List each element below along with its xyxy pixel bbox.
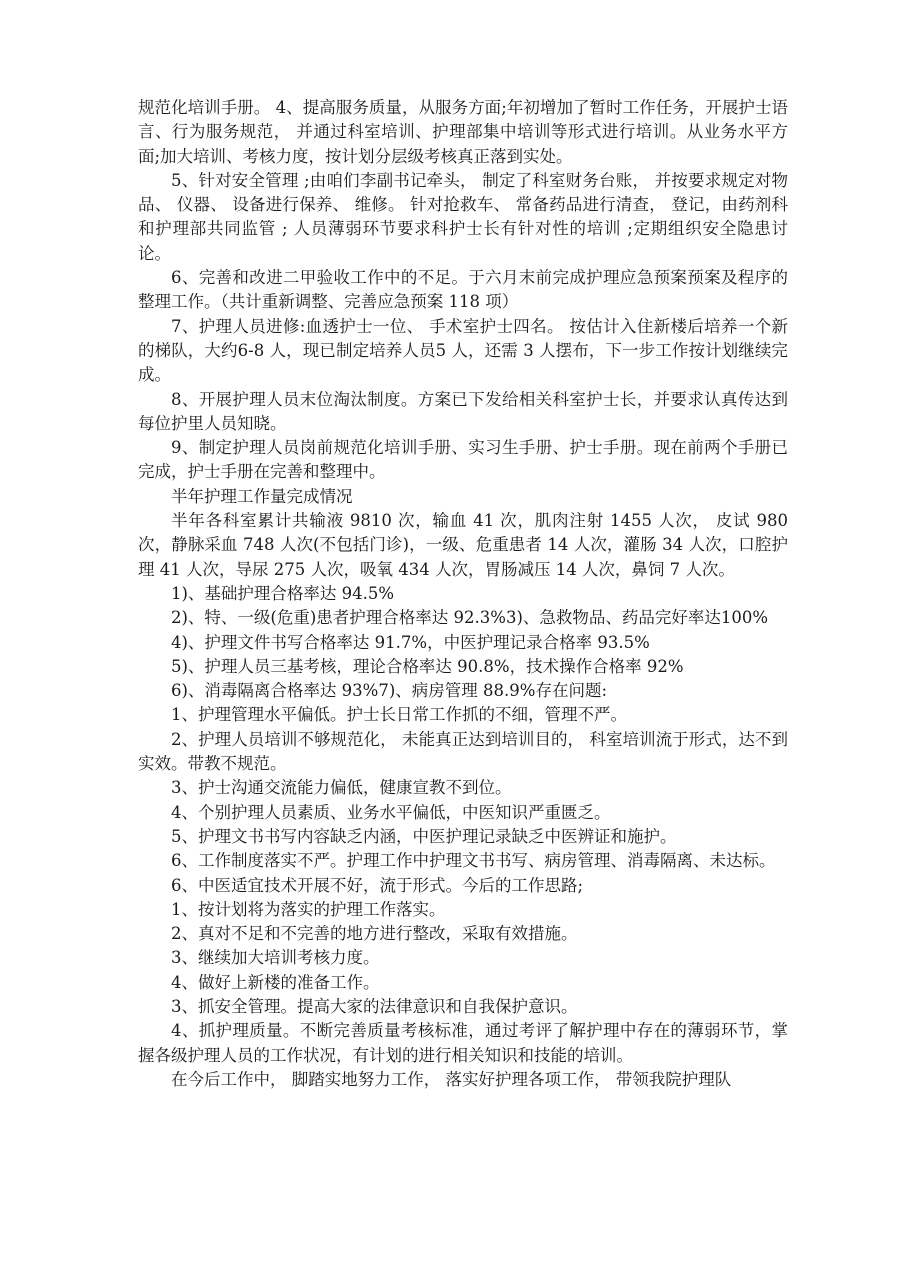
paragraph-continuation: 规范化培训手册。 4、提高服务质量，从服务方面;年初增加了暂时工作任务，开展护士语言、行为服务规范， 并通过科室培训、护理部集中培训等形式进行培训。从业务水平方面;加大培训、考核力度，按计划分层级考核真正落到实处。 xyxy=(138,98,788,166)
paragraph-emergency-plan: 6、完善和改进二甲验收工作中的不足。于六月末前完成护理应急预案预案及程序的整理工作。（共计重新调整、完善应急预案 118 项） xyxy=(138,268,788,312)
list-item-critical-patients: 2)、特、一级(危重)患者护理合格率达 92.3%3)、急救物品、药品完好率达100% xyxy=(171,608,769,628)
plan-item-safety: 3、抓安全管理。提高大家的法律意识和自我保护意识。 xyxy=(171,996,578,1016)
problem-item-6b: 6、中医适宜技术开展不好，流于形式。今后的工作思路; xyxy=(171,875,584,895)
problem-item-5: 5、护理文书书写内容缺乏内涵，中医护理记录缺乏中医辨证和施护。 xyxy=(171,826,677,846)
document-body xyxy=(138,96,788,1092)
plan-item-2: 2、真对不足和不完善的地方进行整改，采取有效措施。 xyxy=(171,924,578,944)
plan-item-3: 3、继续加大培训考核力度。 xyxy=(171,948,380,968)
list-item-basic-nursing: 1)、基础护理合格率达 94.5% xyxy=(171,583,395,603)
paragraph-workload-stats: 半年各科室累计共输液 9810 次，输血 41 次，肌肉注射 1455 人次， 皮试 980 次，静脉采血 748 人次(不包括门诊)，一级、危重患者 14 人次，灌肠 34 人次，口腔护理 41 人次，导尿 275 人次，吸氧 434 人次，胃肠减压 14 人次，鼻饲 7 人次。 xyxy=(138,511,788,579)
list-item-three-basics: 5)、护理人员三基考核，理论合格率达 90.8%，技术操作合格率 92% xyxy=(171,656,684,676)
section-heading-workload: 半年护理工作量完成情况 xyxy=(171,486,353,506)
problem-item-2: 2、护理人员培训不够规范化， 未能真正达到培训目的， 科室培训流于形式，达不到实效。带教不规范。 xyxy=(138,729,788,774)
list-item-disinfection: 6)、消毒隔离合格率达 93%7)、病房管理 88.9%存在问题: xyxy=(171,681,608,701)
plan-item-4: 4、做好上新楼的准备工作。 xyxy=(171,972,380,992)
list-item-documents: 4)、护理文件书写合格率达 91.7%，中医护理记录合格率 93.5% xyxy=(171,632,650,652)
problem-item-3: 3、护士沟通交流能力偏低，健康宣教不到位。 xyxy=(171,778,512,798)
plan-item-1: 1、按计划将为落实的护理工作落实。 xyxy=(171,899,446,919)
paragraph-closing: 在今后工作中， 脚踏实地努力工作， 落实好护理各项工作， 带领我院护理队 xyxy=(171,1069,732,1089)
problem-item-1: 1、护理管理水平偏低。护士长日常工作抓的不细，管理不严。 xyxy=(171,705,627,725)
problem-item-6a: 6、工作制度落实不严。护理工作中护理文书书写、病房管理、消毒隔离、未达标。 xyxy=(171,851,776,871)
problem-item-4: 4、个别护理人员素质、业务水平偏低，中医知识严重匮乏。 xyxy=(171,802,611,822)
paragraph-staff-training: 7、护理人员进修:血透护士一位、 手术室护士四名。 按估计入住新楼后培养一个新的梯队，大约6-8 人，现已制定培养人员5 人，还需 3 人摆布，下一步工作按计划继续完成。 xyxy=(138,316,788,385)
paragraph-elimination-system: 8、开展护理人员末位淘汰制度。方案已下发给相关科室护士长，并要求认真传达到每位护里人员知晓。 xyxy=(138,389,788,433)
paragraph-manuals: 9、制定护理人员岗前规范化培训手册、实习生手册、护士手册。现在前两个手册已完成，护士手册在完善和整理中。 xyxy=(138,438,788,482)
paragraph-safety-management: 5、针对安全管理 ;由咱们李副书记牵头， 制定了科室财务台账， 并按要求规定对物品、 仪器、 设备进行保养、 维修。 针对抢救车、 常备药品进行清查， 登记，由药剂科和护理部共同监管 ; 人员薄弱环节要求科护士长有针对性的培训 ;定期组织安全隐患讨论。 xyxy=(138,170,788,263)
plan-item-quality: 4、抓护理质量。不断完善质量考核标准，通过考评了解护理中存在的薄弱环节，掌握各级护理人员的工作状况，有计划的进行相关知识和技能的培训。 xyxy=(138,1021,788,1065)
